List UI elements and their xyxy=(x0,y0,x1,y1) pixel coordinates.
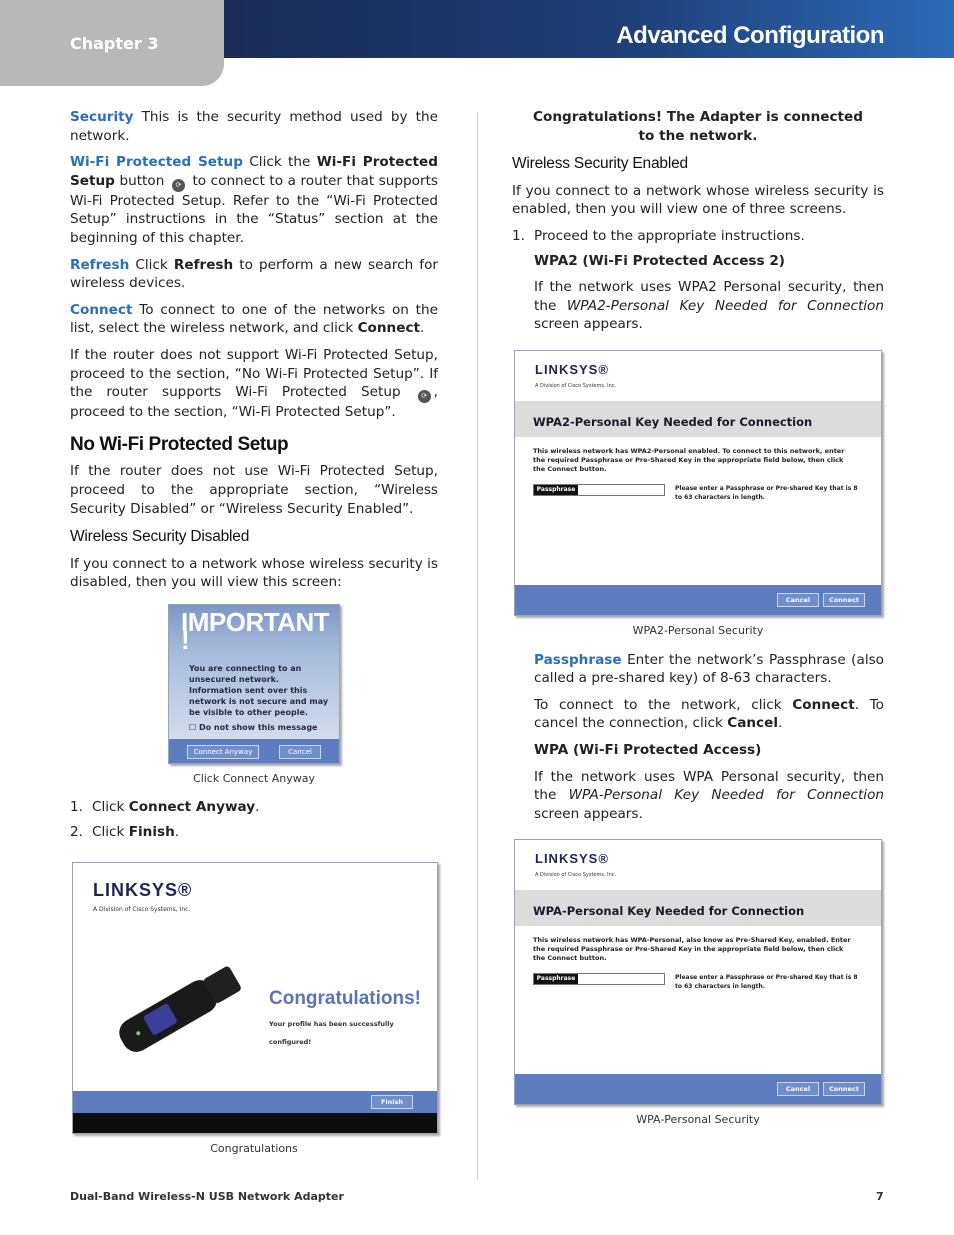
wpa-button-bar xyxy=(515,1074,881,1104)
cancel-button: Cancel xyxy=(279,745,321,759)
passphrase-definition: Passphrase Enter the network’s Passphrase (also called a pre-shared key) of 8-63 characters. xyxy=(534,651,884,687)
caption-wpa: WPA-Personal Security xyxy=(636,1113,760,1127)
wps-logo-icon: ⟳ xyxy=(418,390,431,403)
cancel-button: Cancel xyxy=(777,593,819,607)
step-item: 1. Click Connect Anyway. xyxy=(70,799,260,816)
congrats-message: Your profile has been successfully configured! xyxy=(269,1019,394,1047)
linksys-logo: LINKSYS® xyxy=(93,879,193,900)
wpa-heading: WPA (Wi-Fi Protected Access) xyxy=(534,741,762,758)
passphrase-label: Passphrase xyxy=(534,974,578,984)
usb-adapter-image xyxy=(103,958,253,1058)
congrats-button-bar xyxy=(73,1091,437,1113)
connect-definition: Connect To connect to one of the networks on the list, select the wireless network, and click Connect. xyxy=(70,301,438,337)
linksys-logo: LINKSYS® xyxy=(535,851,609,867)
caption-congratulations: Congratulations xyxy=(210,1141,298,1155)
chapter-tab xyxy=(0,0,224,86)
heading-security-disabled: Wireless Security Disabled xyxy=(70,528,250,546)
refresh-definition: Refresh Click Refresh to perform a new search for wireless devices. xyxy=(70,256,438,292)
wpa2-heading: WPA2 (Wi-Fi Protected Access 2) xyxy=(534,252,786,269)
heading-no-wps: No Wi-Fi Protected Setup xyxy=(70,433,289,455)
connected-message: Congratulations! The Adapter is connected to the network. xyxy=(533,109,863,144)
wps-button-icon: ⟳ xyxy=(172,179,185,192)
passphrase-field xyxy=(533,973,665,985)
header-bar xyxy=(224,0,954,58)
wpa2-screen-text: This wireless network has WPA2-Personal enabled. To connect to this network, enter the required Passphrase or Pre-Shared Key in the appropriate field below, then click the Connect button. xyxy=(533,446,845,473)
term-connect: Connect xyxy=(70,301,133,318)
connect-cancel-paragraph: To connect to the network, click Connect. To cancel the connection, click Cancel. xyxy=(534,696,885,732)
right-column xyxy=(512,108,884,1140)
congratulations-screenshot xyxy=(72,862,438,1134)
no-wps-paragraph: If the router does not use Wi-Fi Protected Setup, proceed to the appropriate section, “Wireless Security Disabled” or “Wireless Security Enabled”. xyxy=(70,463,438,517)
wpa2-button-bar xyxy=(515,585,881,615)
wpa-screenshot xyxy=(514,839,882,1105)
linksys-subtitle: A Division of Cisco Systems, Inc. xyxy=(93,905,191,913)
dont-show-checkbox: ☐ Do not show this message xyxy=(189,722,318,732)
wpa2-screenshot xyxy=(514,350,882,616)
term-wps: Wi-Fi Protected Setup xyxy=(70,154,243,171)
congrats-bottom-band xyxy=(73,1113,437,1133)
caption-wpa2: WPA2-Personal Security xyxy=(632,623,764,637)
step-item: 2. Click Finish. xyxy=(70,824,180,841)
disabled-paragraph: If you connect to a network whose wireless security is disabled, then you will view this screen: xyxy=(70,555,438,591)
wpa-screen-text: This wireless network has WPA-Personal, also know as Pre-Shared Key, enabled. Enter the required Passphrase or Pre-Shared Key in the appropriate field below, then click the Connect button. xyxy=(533,936,851,963)
wpa-paragraph: If the network uses WPA Personal security, then the WPA-Personal Key Needed for Connection screen appears. xyxy=(534,768,884,822)
term-security: Security xyxy=(70,109,134,125)
step-item: 1. Proceed to the appropriate instructions. xyxy=(512,227,805,244)
router-paragraph: If the router does not support Wi-Fi Protected Setup, proceed to the section, “No Wi-Fi Protected Setup”. If the router supports Wi-Fi Protected Setup ⟳ , proceed to the section, “Wi-Fi Protected Setup”. xyxy=(70,346,438,421)
caption-connect-anyway: Click Connect Anyway xyxy=(193,771,315,785)
important-title: IMPORTANT ! xyxy=(181,606,330,656)
important-screenshot xyxy=(168,604,340,764)
enabled-paragraph: If you connect to a network whose wireless security is enabled, then you will view one of three screens. xyxy=(512,182,884,218)
wpa2-screen-title: WPA2-Personal Key Needed for Connection xyxy=(533,414,813,429)
passphrase-label: Passphrase xyxy=(534,485,578,495)
wps-definition: Wi-Fi Protected Setup Click the Wi-Fi Protected Setup button ⟳ to connect to a router that supports Wi-Fi Protected Setup. Refer to the “Wi-Fi Protected Setup” instructions in the “Status” section at the beginning of this chapter. xyxy=(70,154,438,246)
wpa-screen-title: WPA-Personal Key Needed for Connection xyxy=(533,904,805,919)
chapter-label: Chapter 3 xyxy=(70,34,159,53)
finish-button: Finish xyxy=(371,1095,413,1109)
connect-anyway-button: Connect Anyway xyxy=(187,745,259,759)
important-button-bar xyxy=(169,739,339,763)
left-column xyxy=(70,108,438,1168)
important-body: You are connecting to an unsecured network. Information sent over this network is not secure and may be visible to other people. xyxy=(189,663,329,717)
connect-button: Connect xyxy=(823,1082,865,1096)
heading-security-enabled: Wireless Security Enabled xyxy=(512,155,688,173)
page-title: Advanced Configuration xyxy=(616,22,884,49)
page-number: 7 xyxy=(876,1190,884,1203)
congrats-title: Congratulations! xyxy=(269,987,421,1009)
term-refresh: Refresh xyxy=(70,256,130,273)
connect-button: Connect xyxy=(823,593,865,607)
footer-title: Dual-Band Wireless-N USB Network Adapter xyxy=(70,1190,344,1203)
passphrase-field xyxy=(533,484,665,496)
security-definition: Security This is the security method used by the network. xyxy=(70,109,438,144)
passphrase-hint: Please enter a Passphrase or Pre-shared Key that is 8 to 63 characters in length. xyxy=(675,974,858,991)
wpa2-paragraph: If the network uses WPA2 Personal security, then the WPA2-Personal Key Needed for Connection screen appears. xyxy=(534,279,884,333)
linksys-subtitle: A Division of Cisco Systems, Inc. xyxy=(535,382,617,389)
passphrase-hint: Please enter a Passphrase or Pre-shared Key that is 8 to 63 characters in length. xyxy=(675,484,858,501)
linksys-logo: LINKSYS® xyxy=(535,361,609,377)
linksys-subtitle: A Division of Cisco Systems, Inc. xyxy=(535,872,617,879)
cancel-button: Cancel xyxy=(777,1082,819,1096)
column-divider xyxy=(477,112,478,1180)
